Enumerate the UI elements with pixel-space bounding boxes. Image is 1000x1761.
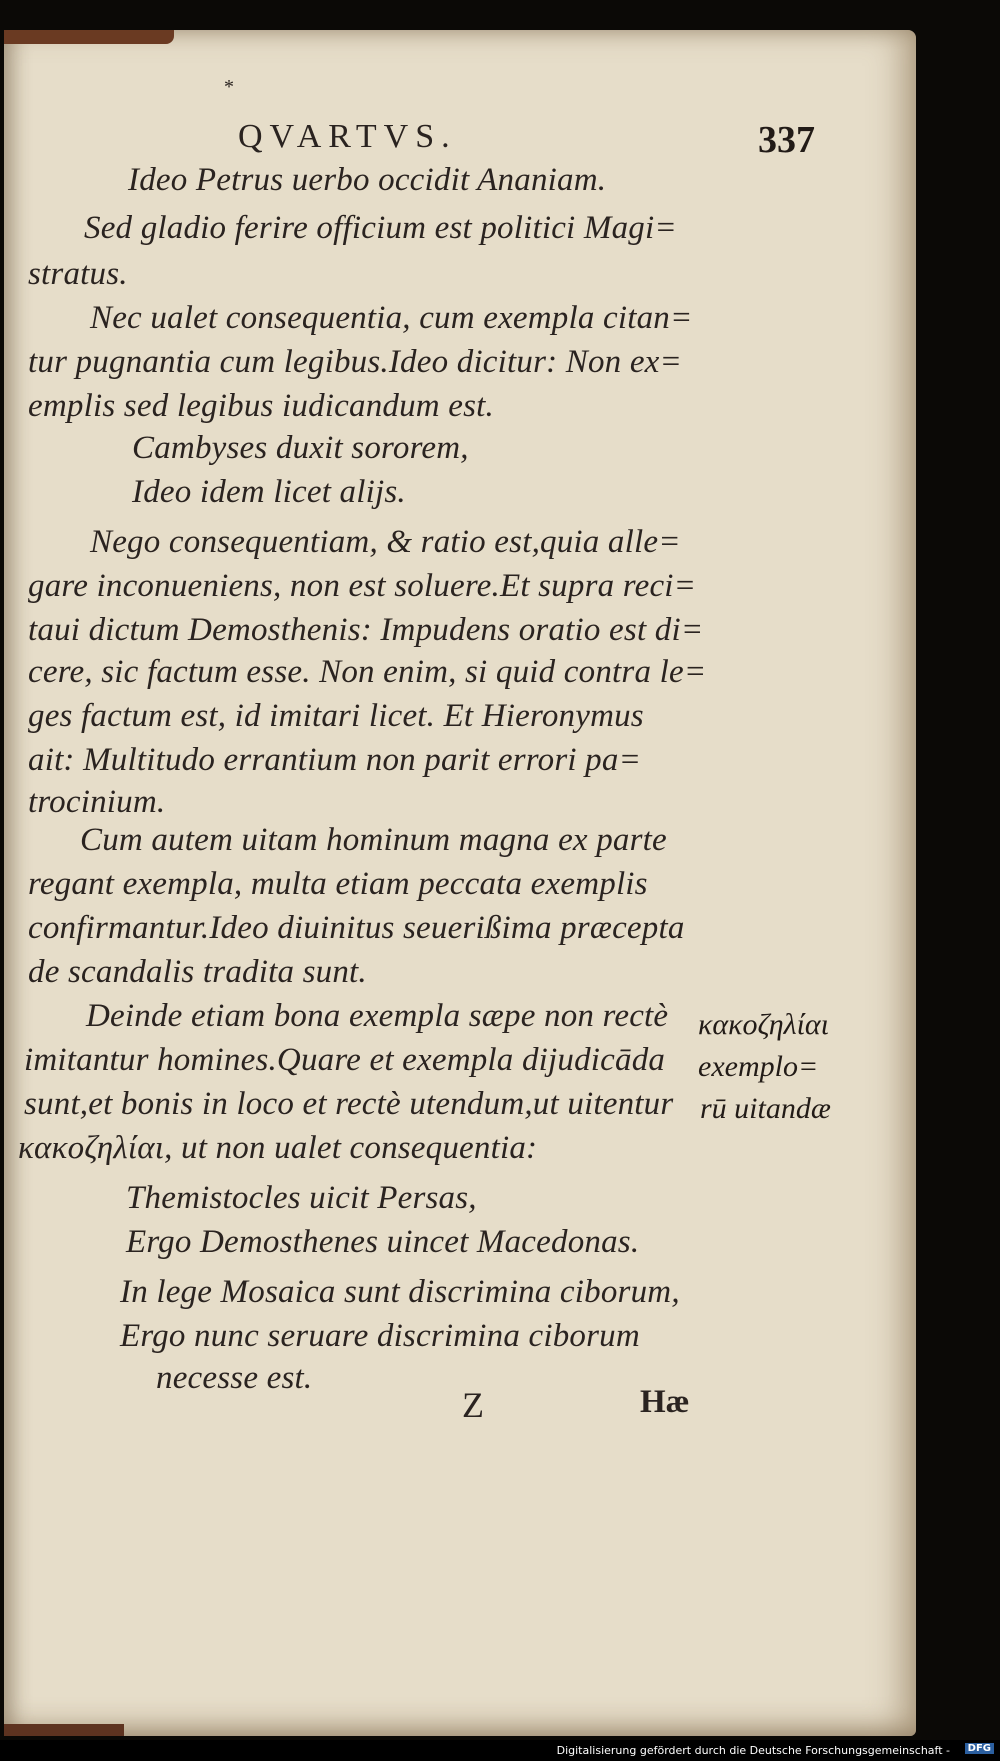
text-line: de scandalis tradita sunt.	[28, 954, 367, 990]
margin-note-line: rū uitandæ	[700, 1092, 831, 1125]
text-line: ges factum est, id imitari licet. Et Hieronymus	[28, 698, 644, 734]
text-line: Sed gladio ferire officium est politici Magi=	[84, 210, 677, 246]
signature-mark: Z	[462, 1385, 484, 1425]
text-line: emplis sed legibus iudicandum est.	[28, 388, 494, 424]
catchword: Hæ	[640, 1384, 690, 1420]
margin-note-line: κακοζηλίαι	[698, 1008, 830, 1041]
text-line: imitantur homines.Quare et exempla dijudicāda	[24, 1042, 666, 1078]
text-line: Deinde etiam bona exempla sæpe non rectè	[86, 998, 669, 1034]
text-line: ait: Multitudo errantium non parit errori pa=	[28, 742, 642, 778]
text-line: Ergo Demosthenes uincet Macedonas.	[126, 1224, 640, 1260]
text-line: confirmantur.Ideo diuinitus seuerißima præcepta	[28, 910, 685, 946]
running-title: QVARTVS.	[238, 118, 457, 155]
text-line: sunt,et bonis in loco et rectè utendum,ut uitentur	[24, 1086, 674, 1122]
text-line: Ideo Petrus uerbo occidit Ananiam.	[128, 162, 607, 198]
text-line: trocinium.	[28, 784, 166, 820]
page-edge-top	[4, 30, 174, 44]
text-line: Themistocles uicit Persas,	[126, 1180, 477, 1216]
text-line: Nec ualet consequentia, cum exempla citan=	[90, 300, 693, 336]
text-line: κακοζηλίαι, ut non ualet consequentia:	[18, 1130, 538, 1166]
text-line: Ideo idem licet alijs.	[132, 474, 406, 510]
footer-credit: Digitalisierung gefördert durch die Deutsche Forschungsgemeinschaft -	[556, 1744, 950, 1757]
page-edge-bottom	[4, 1724, 124, 1736]
text-line: tur pugnantia cum legibus.Ideo dicitur: Non ex=	[28, 344, 682, 380]
margin-note-line: exemplo=	[698, 1050, 819, 1083]
text-line: In lege Mosaica sunt discrimina ciborum,	[120, 1274, 680, 1310]
text-line: Nego consequentiam, & ratio est,quia alle=	[90, 524, 681, 560]
dfg-logo[interactable]: DFG	[965, 1743, 994, 1754]
text-line: regant exempla, multa etiam peccata exemplis	[28, 866, 648, 902]
text-line: Cambyses duxit sororem,	[132, 430, 469, 466]
text-line: cere, sic factum esse. Non enim, si quid contra le=	[28, 654, 707, 690]
printer-mark: *	[224, 76, 234, 98]
page-number: 337	[758, 119, 815, 161]
text-line: Ergo nunc seruare discrimina ciborum	[120, 1318, 640, 1354]
text-line: Cum autem uitam hominum magna ex parte	[80, 822, 667, 858]
text-line: taui dictum Demosthenis: Impudens oratio est di=	[28, 612, 704, 648]
text-line: stratus.	[28, 256, 128, 292]
text-line: gare inconueniens, non est soluere.Et supra reci=	[28, 568, 697, 604]
text-line: necesse est.	[156, 1360, 313, 1396]
